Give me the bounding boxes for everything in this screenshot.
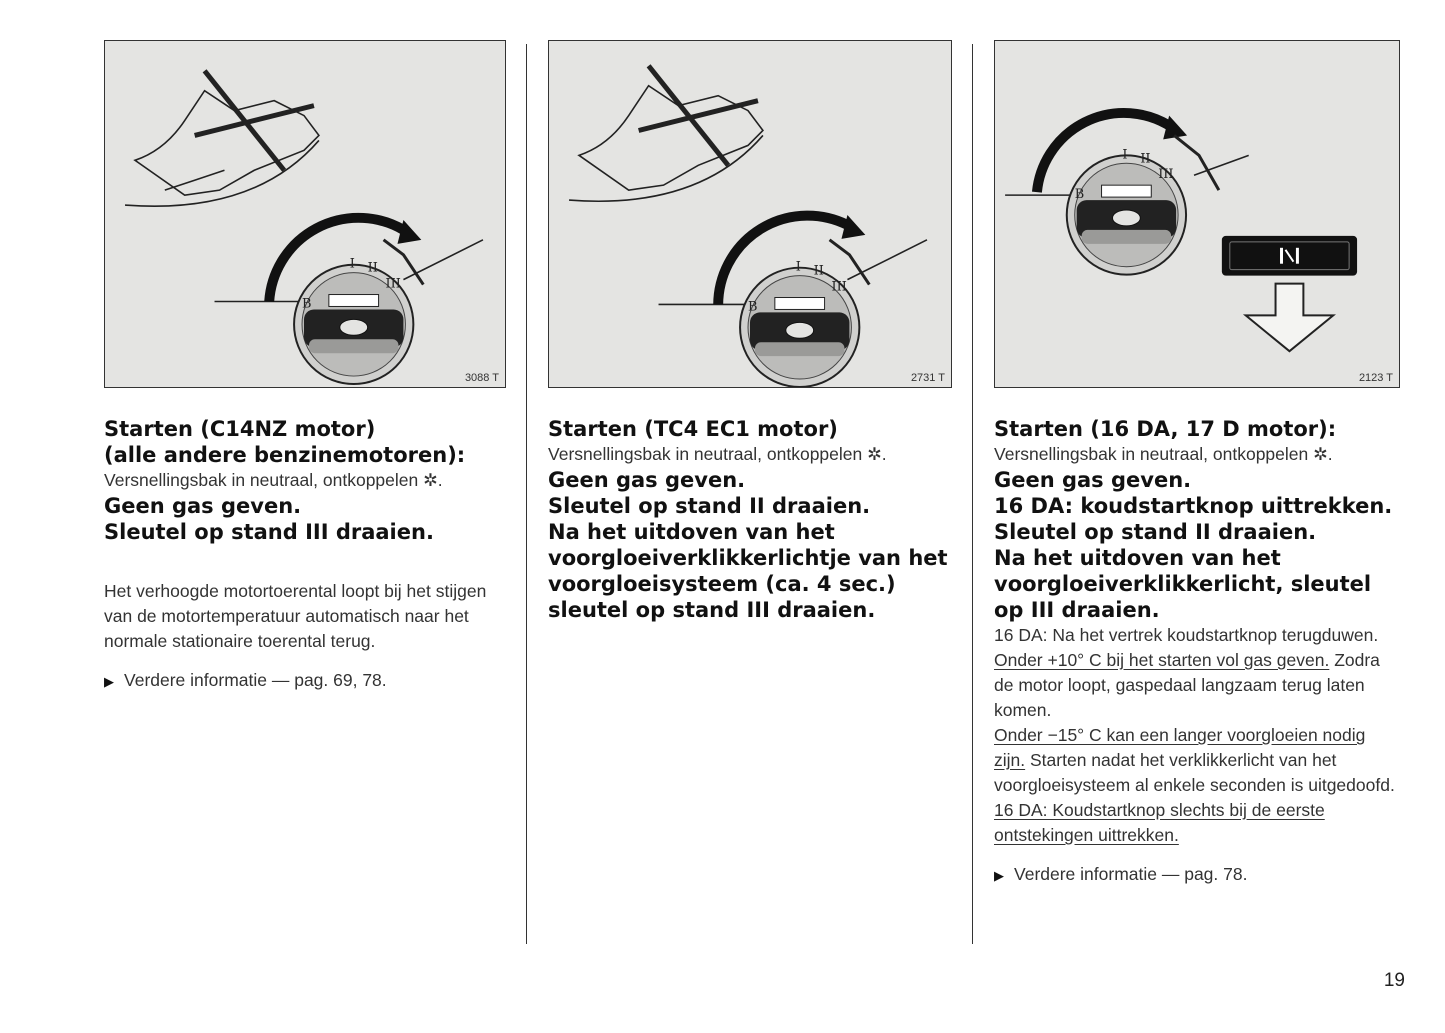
ignition-label-iii: III — [1158, 167, 1174, 183]
ignition-label-b: B — [302, 296, 312, 312]
heading-line-1: Starten (C14NZ motor) — [104, 417, 376, 441]
note-push-back: 16 DA: Na het vertrek koudstartknop terugduwen. — [994, 625, 1379, 645]
note-cold-temp-rest: Zodra de motor loopt, gaspedaal langzaam terug laten komen. — [994, 650, 1380, 720]
ignition-label-i: I — [1122, 147, 1128, 163]
column-1 — [104, 40, 506, 694]
instruction-cold-start: 16 DA: koudstartknop uittrekken. — [994, 494, 1393, 518]
page-number: 19 — [1383, 970, 1405, 991]
heading-line-2: (alle andere benzinemotoren): — [104, 443, 466, 467]
column-2 — [548, 40, 952, 623]
note-cold-temp — [994, 648, 1400, 723]
ignition-label-b: B — [748, 299, 758, 315]
ignition-label-ii: II — [367, 260, 378, 276]
figure-code: 2123 T — [1358, 372, 1393, 384]
ignition-label-iii: III — [831, 279, 847, 295]
note-cold-start-knob-underlined: 16 DA: Koudstartknop slechts bij de eerste ontstekingen uittrekken. — [994, 800, 1325, 845]
column-divider — [972, 44, 973, 944]
instruction-preheat: Na het uitdoven van het voorgloeiverklikkerlicht, sleutel op III draaien. — [994, 546, 1372, 622]
instruction-neutral: Versnellingsbak in neutraal, ontkoppelen ✲. — [104, 470, 443, 490]
more-info-line — [104, 668, 506, 694]
more-info-text: Verdere informatie — pag. 78. — [1014, 864, 1248, 884]
instruction-no-gas: Geen gas geven. — [104, 494, 302, 518]
paragraph-idle-speed: Het verhoogde motortoerental loopt bij het stijgen van de motortemperatuur automatisch naar het normale stationaire toerental terug. — [104, 581, 487, 651]
instruction-preheat: Na het uitdoven van het voorgloeiverklikkerlichtje van het voorgloeisysteem (ca. 4 sec.) sleutel op stand III draaien. — [548, 520, 948, 622]
instruction-key-position: Sleutel op stand II draaien. — [994, 520, 1317, 544]
figure-code: 2731 T — [910, 372, 945, 384]
ignition-label-b: B — [1074, 187, 1085, 203]
column-divider — [526, 44, 527, 944]
ignition-label-ii: II — [813, 263, 824, 279]
ignition-illustration — [549, 41, 951, 387]
ignition-label-i: I — [349, 256, 355, 272]
more-info-text: Verdere informatie — pag. 69, 78. — [124, 670, 387, 690]
instruction-key-position: Sleutel op stand III draaien. — [104, 520, 434, 544]
note-very-cold-rest: Starten nadat het verklikkerlicht van het voorgloeisysteem al enkele seconden is uitgedoofd. — [994, 750, 1395, 795]
instruction-no-gas: Geen gas geven. — [994, 468, 1192, 492]
instruction-key-position: Sleutel op stand II draaien. — [548, 494, 871, 518]
section-heading — [104, 416, 506, 468]
note-cold-temp-underlined: Onder +10° C bij het starten vol gas geven. — [994, 650, 1330, 670]
section-heading: Starten (16 DA, 17 D motor): — [994, 417, 1337, 441]
figure-ignition-tc4 — [548, 40, 952, 388]
ignition-label-ii: II — [1140, 151, 1151, 167]
column-3 — [994, 40, 1400, 888]
figure-ignition-c14nz — [104, 40, 506, 388]
instruction-neutral: Versnellingsbak in neutraal, ontkoppelen ✲. — [994, 444, 1333, 464]
play-arrow-icon: ▶ — [994, 868, 1004, 883]
note-very-cold — [994, 723, 1400, 798]
ignition-label-iii: III — [385, 276, 401, 292]
cold-start-knob-icon — [1222, 236, 1357, 276]
ignition-illustration — [105, 41, 505, 387]
instruction-no-gas: Geen gas geven. — [548, 468, 746, 492]
note-very-cold-underlined: Onder −15° C kan een langer voorgloeien nodig zijn. — [994, 725, 1366, 770]
instruction-neutral: Versnellingsbak in neutraal, ontkoppelen ✲. — [548, 444, 887, 464]
figure-code: 3088 T — [464, 372, 499, 384]
section-heading: Starten (TC4 EC1 motor) — [548, 417, 838, 441]
play-arrow-icon: ▶ — [104, 674, 114, 689]
ignition-illustration — [995, 41, 1399, 387]
more-info-line — [994, 862, 1400, 888]
pull-down-arrow-icon — [1246, 284, 1333, 352]
note-cold-start-knob — [994, 798, 1400, 848]
ignition-label-i: I — [795, 259, 801, 275]
figure-ignition-16da — [994, 40, 1400, 388]
